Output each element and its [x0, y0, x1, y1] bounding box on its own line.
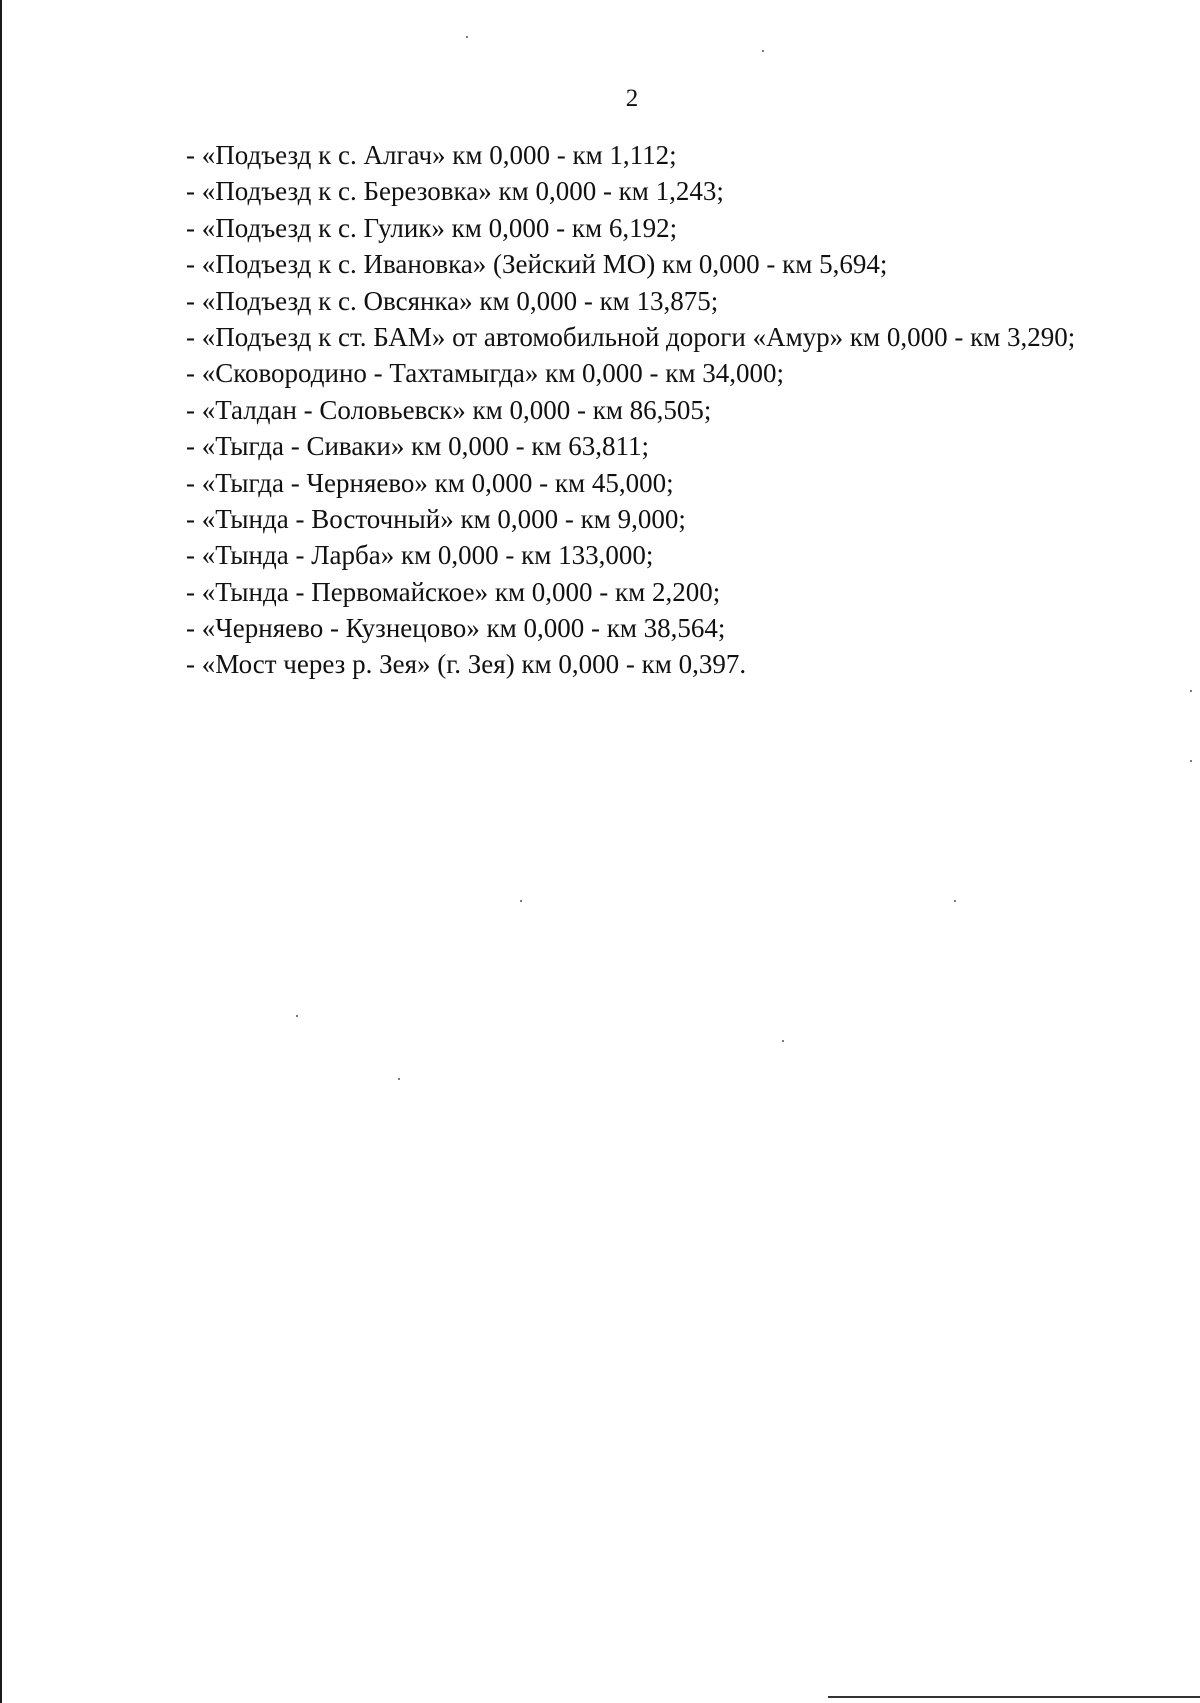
- scan-speck: [782, 1040, 784, 1042]
- list-item: - «Сковородино - Тахтамыгда» км 0,000 - км 34,000;: [186, 358, 784, 389]
- page-number: 2: [625, 85, 639, 112]
- list-item: - «Тында - Ларба» км 0,000 - км 133,000;: [186, 540, 654, 571]
- list-item: - «Талдан - Соловьевск» км 0,000 - км 86,505;: [186, 394, 712, 425]
- scan-speck: [954, 900, 956, 902]
- scan-edge-left: [0, 0, 2, 1703]
- list-item: - «Тыгда - Сиваки» км 0,000 - км 63,811;: [186, 431, 650, 462]
- list-item: - «Подъезд к ст. БАМ» от автомобильной дороги «Амур» км 0,000 - км 3,290;: [186, 321, 1076, 352]
- scan-speck: [1190, 690, 1192, 692]
- scan-speck: [398, 1078, 400, 1080]
- road-list: [186, 137, 1186, 683]
- list-item: - «Мост через р. Зея» (г. Зея) км 0,000 - км 0,397.: [186, 649, 747, 680]
- scan-speck: [296, 1015, 298, 1017]
- list-item: - «Подъезд к с. Гулик» км 0,000 - км 6,192;: [186, 212, 678, 243]
- list-item: - «Тыгда - Черняево» км 0,000 - км 45,000;: [186, 467, 674, 498]
- list-item: - «Подъезд к с. Ивановка» (Зейский МО) км 0,000 - км 5,694;: [186, 249, 888, 280]
- list-item: - «Черняево - Кузнецово» км 0,000 - км 38,564;: [186, 613, 726, 644]
- list-item: - «Тында - Первомайское» км 0,000 - км 2,200;: [186, 576, 721, 607]
- list-item: - «Подъезд к с. Березовка» км 0,000 - км 1,243;: [186, 176, 724, 207]
- scan-speck: [520, 900, 522, 902]
- list-item: - «Подъезд к с. Алгач» км 0,000 - км 1,112;: [186, 140, 677, 170]
- list-item: - «Тында - Восточный» км 0,000 - км 9,000;: [186, 503, 686, 534]
- scan-speck: [466, 36, 468, 38]
- list-item: - «Подъезд к с. Овсянка» км 0,000 - км 13,875;: [186, 285, 719, 316]
- scan-edge-bottom: [828, 1696, 1200, 1698]
- scan-speck: [762, 50, 764, 52]
- scan-speck: [1190, 760, 1192, 762]
